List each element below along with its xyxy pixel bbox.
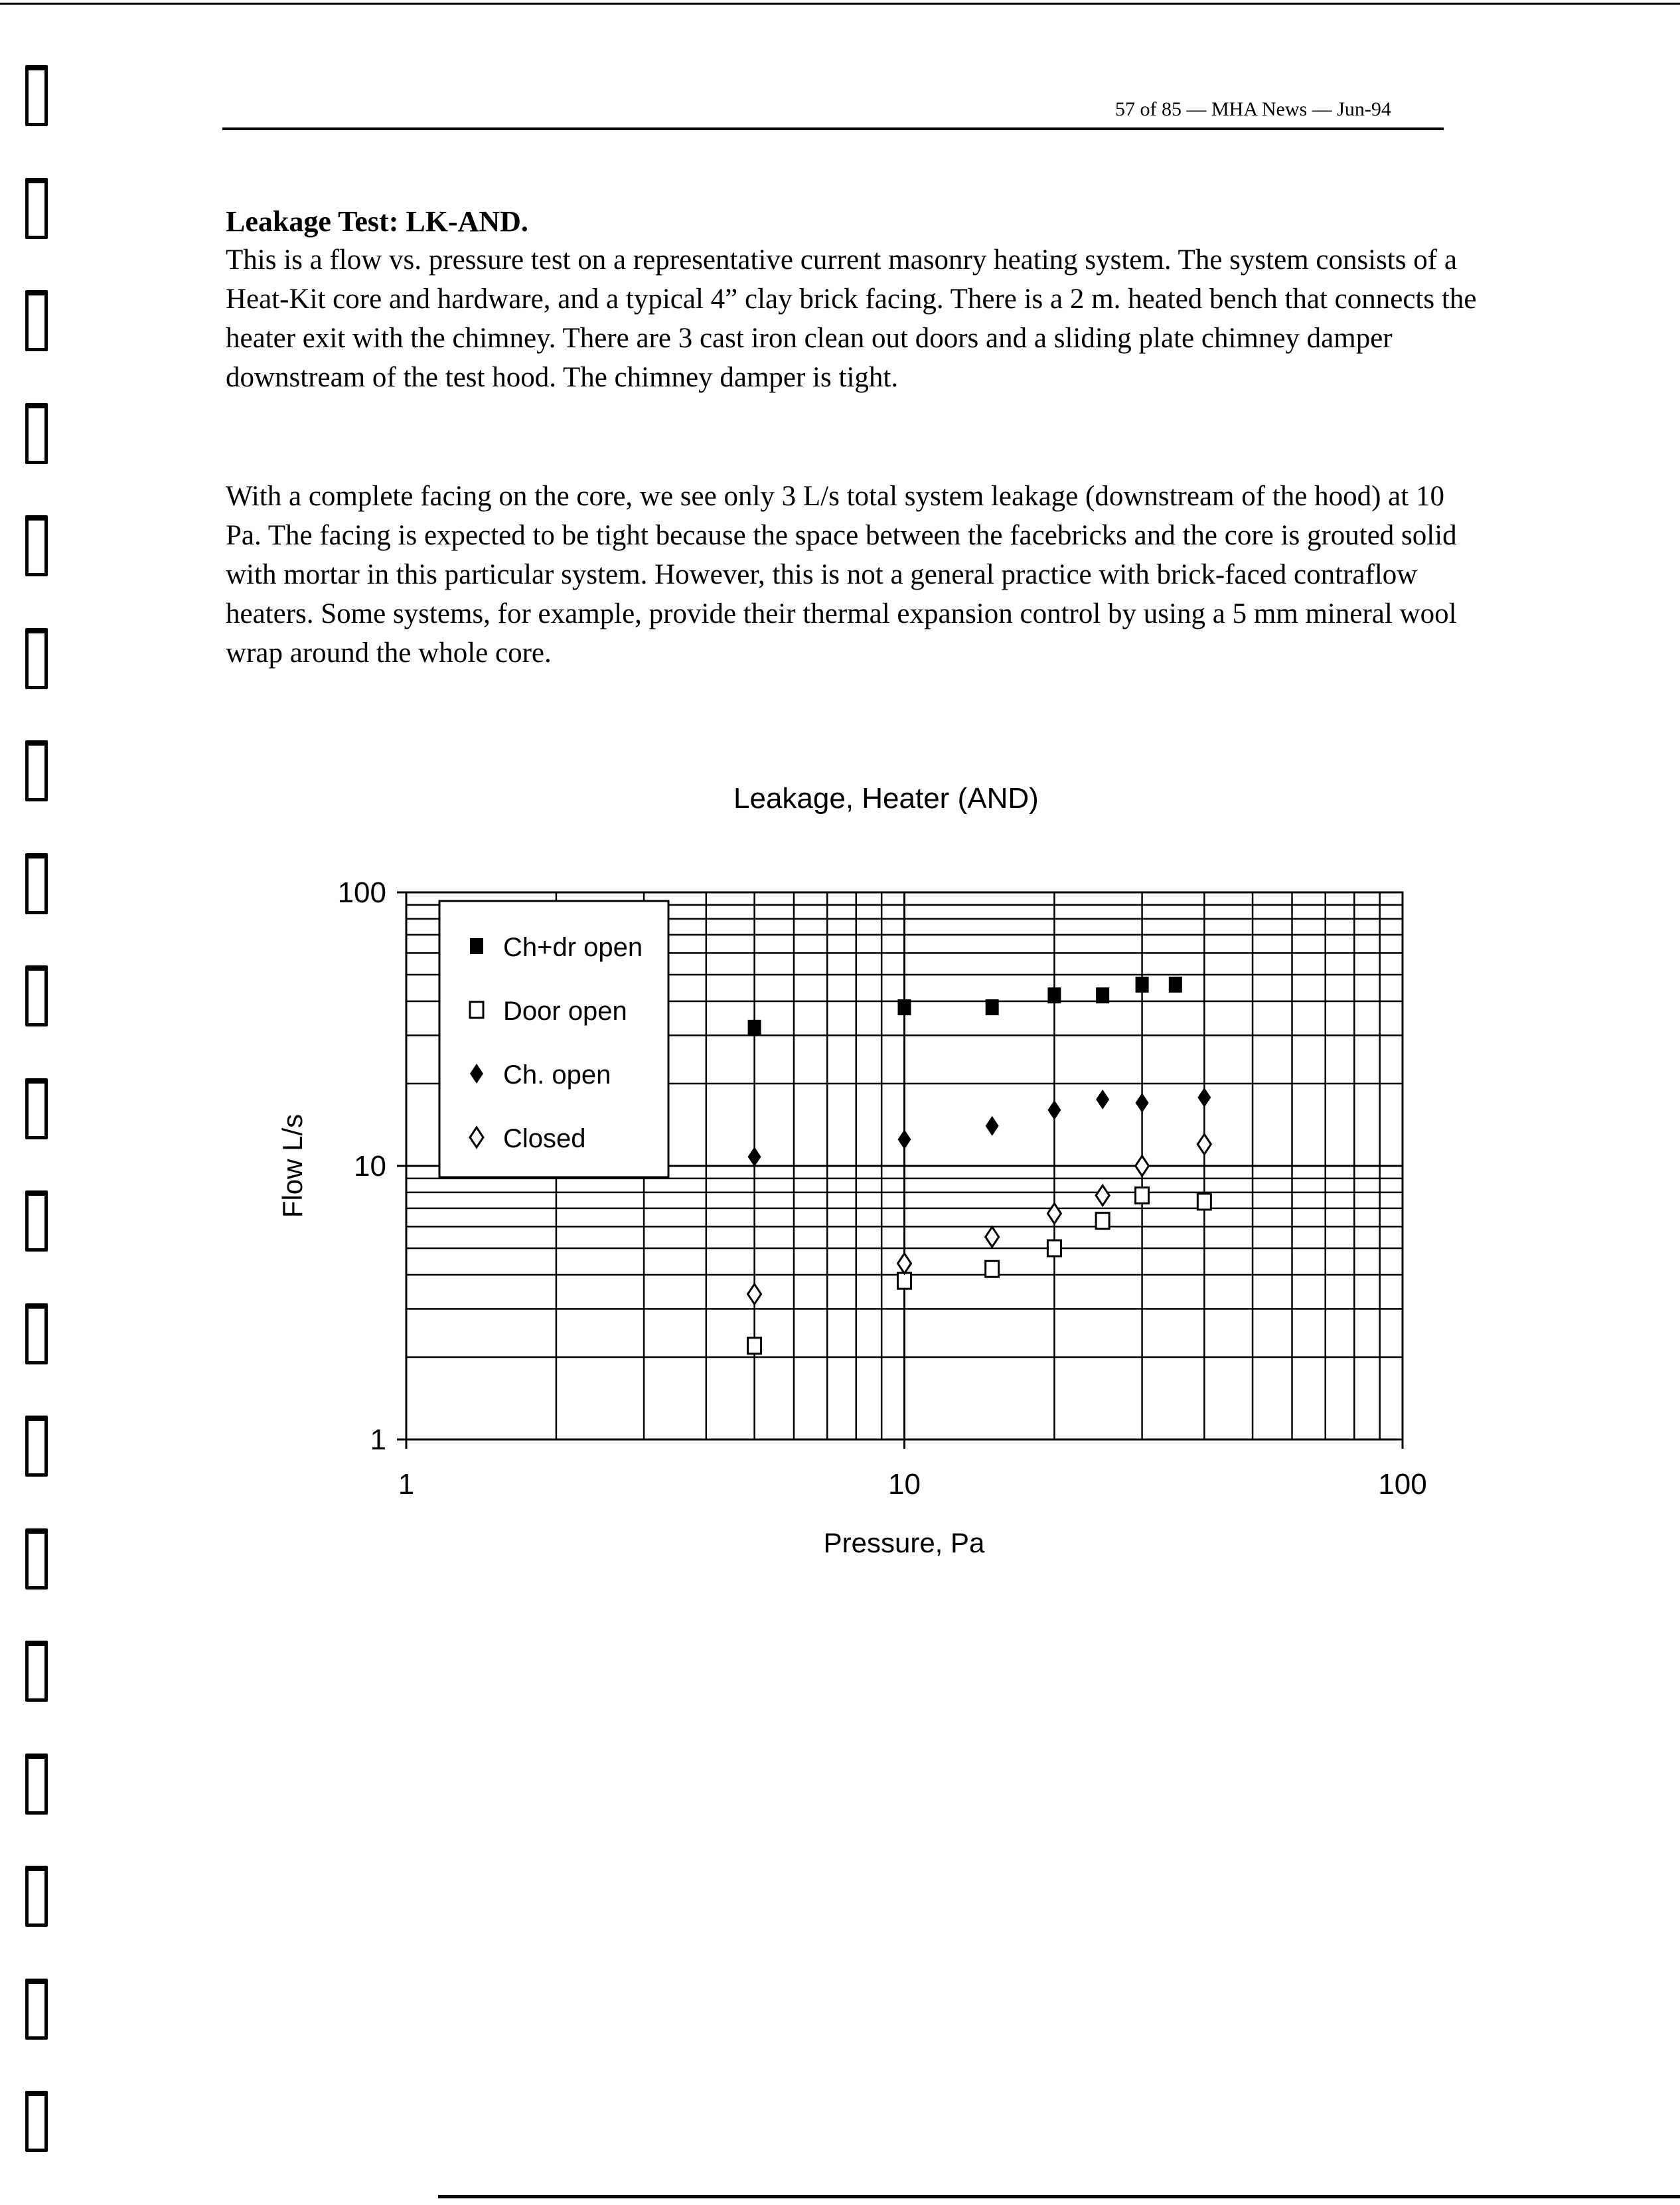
legend-label: Closed xyxy=(503,1124,586,1153)
data-point-open-square xyxy=(1096,1213,1109,1229)
legend-label: Ch. open xyxy=(503,1060,611,1090)
data-point-filled-square xyxy=(986,999,999,1015)
punch-hole xyxy=(25,1190,48,1252)
punch-hole xyxy=(25,853,48,914)
punch-hole xyxy=(25,2091,48,2152)
paragraph-2: With a complete facing on the core, we see only 3 L/s total system leakage (downstream of the hood) at 10 Pa. The facing is expected to be tight because the space between the facebricks and the core is grouted solid with mortar in this particular system. However, this is not a general practice with brick-faced contraflow heaters. Some systems, for example, provide their thermal expansion control by using a 5 mm mineral wool wrap around the whole core. xyxy=(226,481,1457,669)
legend-label: Door open xyxy=(503,997,627,1026)
data-point-filled-square xyxy=(748,1020,761,1036)
data-point-open-diamond xyxy=(898,1254,911,1273)
punch-hole xyxy=(25,1303,48,1364)
punch-hole xyxy=(25,740,48,801)
data-point-filled-square xyxy=(1096,987,1109,1003)
top-page-rule xyxy=(0,3,1680,5)
punch-hole xyxy=(25,1078,48,1139)
punch-hole xyxy=(25,178,48,239)
data-point-open-diamond xyxy=(1047,1204,1061,1224)
legend-marker-open-square xyxy=(470,1002,483,1018)
legend-marker-filled-square xyxy=(470,938,483,954)
punch-hole xyxy=(25,1866,48,1927)
data-point-open-square xyxy=(748,1338,761,1354)
x-tick-label: 100 xyxy=(1378,1468,1427,1501)
data-point-open-diamond xyxy=(986,1227,999,1247)
legend xyxy=(439,901,668,1177)
data-point-filled-square xyxy=(1136,977,1149,993)
punch-hole xyxy=(25,1979,48,2040)
x-axis-label: Pressure, Pa xyxy=(823,1527,985,1558)
data-point-open-square xyxy=(986,1261,999,1277)
data-point-open-square xyxy=(1197,1194,1211,1210)
punch-hole xyxy=(25,290,48,351)
y-tick-label: 1 xyxy=(370,1424,386,1456)
data-point-filled-diamond xyxy=(1197,1088,1211,1107)
legend-label: Ch+dr open xyxy=(503,933,643,962)
x-tick-label: 10 xyxy=(888,1468,921,1501)
data-point-filled-diamond xyxy=(1047,1100,1061,1120)
data-point-open-diamond xyxy=(1096,1185,1109,1205)
punch-hole xyxy=(25,628,48,689)
data-point-filled-diamond xyxy=(1096,1090,1109,1109)
data-point-filled-diamond xyxy=(898,1129,911,1149)
leakage-chart xyxy=(252,863,1447,1580)
punch-hole xyxy=(25,965,48,1026)
paragraph-1: This is a flow vs. pressure test on a representative current masonry heating system. The system consists of a Heat-Kit core and hardware, and a typical 4” clay brick facing. There is a 2 m. heated bench that connects the heater exit with the chimney. There are 3 cast iron clean out doors and a sliding plate chimney damper downstream of the test hood. The chimney damper is tight. xyxy=(226,244,1477,393)
data-point-filled-square xyxy=(1047,987,1061,1003)
data-point-open-square xyxy=(1136,1187,1149,1203)
punch-hole xyxy=(25,65,48,126)
bottom-page-rule xyxy=(438,2195,1680,2198)
y-tick-label: 10 xyxy=(354,1150,386,1183)
data-point-open-diamond xyxy=(1136,1156,1149,1176)
chart-title: Leakage, Heater (AND) xyxy=(733,782,1039,815)
data-point-filled-square xyxy=(1169,977,1182,993)
header-rule xyxy=(222,127,1444,130)
data-point-open-diamond xyxy=(1197,1134,1211,1154)
page-header: 57 of 85 — MHA News — Jun-94 xyxy=(1115,98,1391,120)
data-point-open-square xyxy=(898,1273,911,1289)
data-point-filled-diamond xyxy=(986,1116,999,1136)
section-title: Leakage Test: LK-AND. xyxy=(226,205,528,238)
punch-hole xyxy=(25,403,48,464)
data-point-open-square xyxy=(1047,1240,1061,1256)
data-point-filled-square xyxy=(898,999,911,1015)
data-point-open-diamond xyxy=(748,1284,761,1304)
punch-hole xyxy=(25,1528,48,1590)
punch-hole xyxy=(25,515,48,576)
y-axis-label: Flow L/s xyxy=(277,1113,308,1218)
x-tick-label: 1 xyxy=(398,1468,415,1501)
punch-hole xyxy=(25,1641,48,1702)
punch-hole xyxy=(25,1416,48,1477)
data-point-filled-diamond xyxy=(748,1147,761,1167)
data-point-filled-diamond xyxy=(1136,1093,1149,1113)
y-tick-label: 100 xyxy=(337,876,386,909)
punch-hole xyxy=(25,1754,48,1815)
